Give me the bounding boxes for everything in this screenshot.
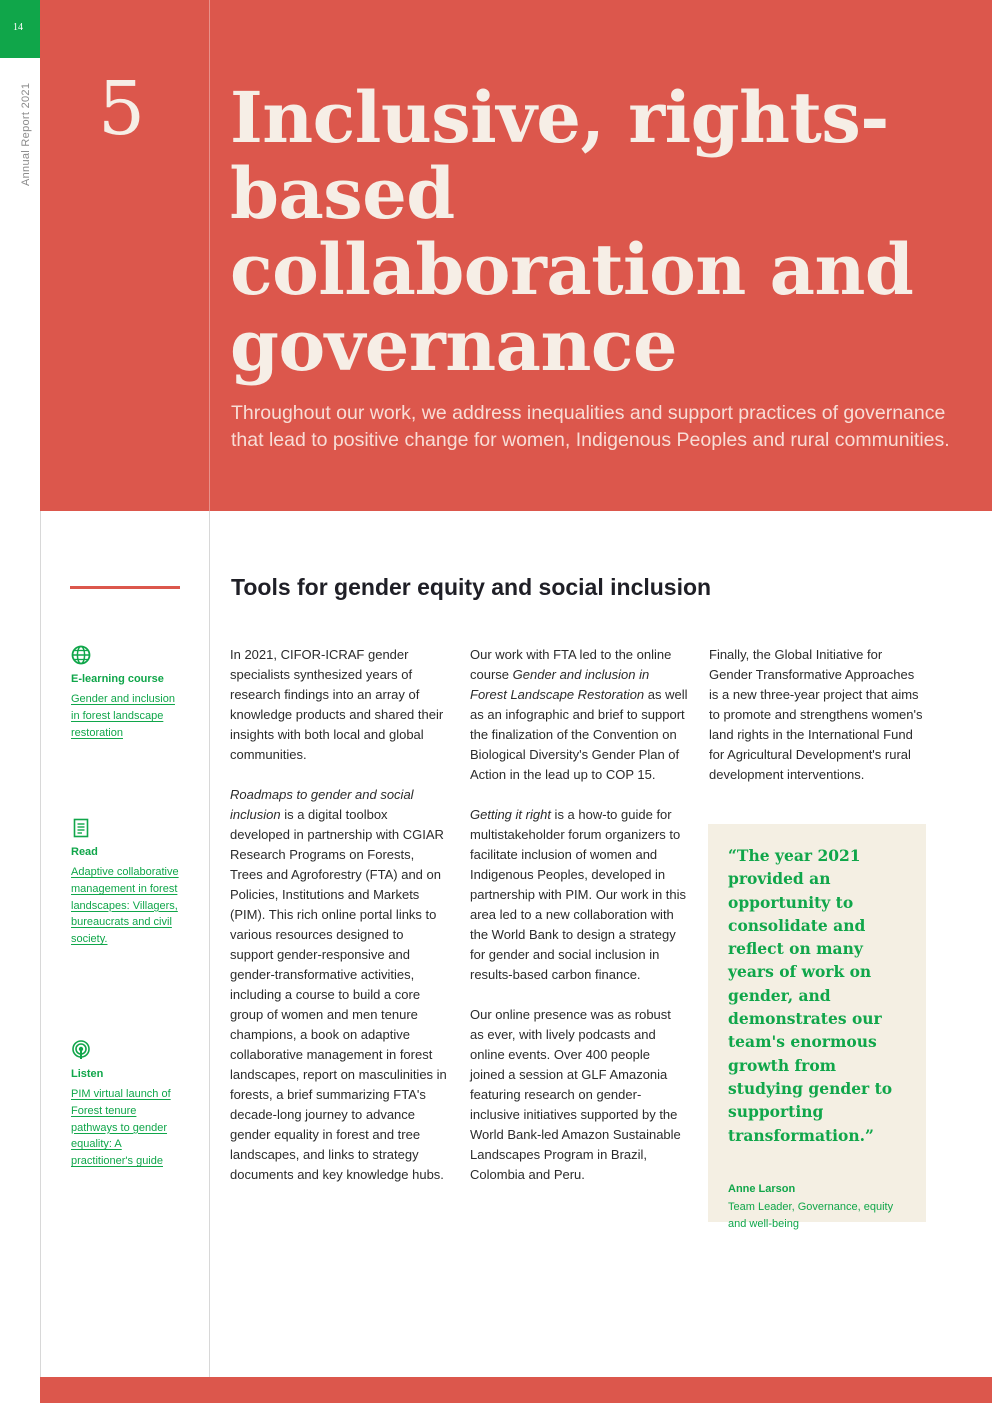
resource-listen	[71, 1040, 183, 1170]
publication-title: Gender and inclusion in Forest Landscape Restoration	[470, 667, 650, 702]
resource-type: Listen	[71, 1068, 104, 1080]
quote-text: “The year 2021 provided an opportunity to consolidate and reflect on many years of work on gender, and demonstrates our team's enormous growth from studying gender to supporting transformation.”	[728, 846, 893, 1145]
globe-icon	[71, 645, 91, 665]
paragraph: Our online presence was as robust as ever, with lively podcasts and online events. Over 400 people joined a session at GLF Amazonia featuring research on gender-inclusive initiatives supported by the World Bank-led Amazon Sustainable Landscapes Program in Brazil, Colombia and Peru.	[470, 1007, 681, 1182]
paragraph	[230, 785, 448, 1185]
resource-type: Read	[71, 846, 98, 858]
paragraph: In 2021, CIFOR-ICRAF gender specialists synthesized years of research findings into an array of knowledge products and shared their insights with both local and global communities.	[230, 647, 444, 762]
paragraph	[470, 805, 688, 985]
resource-read	[71, 818, 183, 948]
page-number: 14	[13, 22, 23, 33]
paragraph: Finally, the Global Initiative for Gender Transformative Approaches is a new three-year project that aims to promote and strengthens women's land rights in the International Fund for Agricultural Development's rural development interventions.	[709, 647, 923, 782]
accent-rule	[70, 586, 180, 589]
quote-author: Anne Larson	[728, 1182, 796, 1195]
quote-role: Team Leader, Governance, equity and well-being	[728, 1200, 894, 1230]
footer-bar	[40, 1377, 992, 1403]
body-column-1	[230, 645, 448, 1205]
resource-link[interactable]: Adaptive collaborative management in forest landscapes: Villagers, bureaucrats and civil society.	[71, 866, 179, 946]
chapter-number: 5	[98, 66, 146, 152]
paragraph-text: Our work with FTA led to the online course	[470, 647, 672, 682]
sidebar-divider	[209, 511, 210, 1377]
paragraph-text: is a digital toolbox developed in partnership with CGIAR Research Programs on Forests, Trees and Agroforestry (FTA) and on Policies, Institutions and Markets (PIM). This rich online portal links to various resources designed to support gender-responsive and gender-transformative activities, including a course to build a core group of women and men tenure champions, a book on adaptive collaborative management in forest landscapes, report on masculinities in forests, a brief summarizing FTA's decade-long journey to advance gender equality in forest and tree landscapes, and links to strategy documents and key knowledge hubs.	[230, 807, 447, 1182]
chapter-title: Inclusive, rights-based collaboration and governance	[230, 76, 914, 387]
resource-link[interactable]: Gender and inclusion in forest landscape restoration	[71, 693, 175, 739]
section-heading: Tools for gender equity and social inclusion	[231, 574, 712, 600]
paragraph	[470, 645, 688, 785]
publication-title: Roadmaps to gender and social inclusion	[230, 787, 414, 822]
publication-title: Getting it right	[470, 807, 551, 822]
body-column-2	[470, 645, 688, 1205]
hero-divider	[209, 0, 210, 511]
page-number-tab	[0, 0, 40, 58]
paragraph-text: as well as an infographic and brief to support the finalization of the Convention on Biological Diversity's Gender Plan of Action in the lead up to COP 15.	[470, 687, 688, 782]
podcast-icon	[71, 1040, 91, 1060]
resource-elearning	[71, 645, 183, 741]
chapter-subtitle: Throughout our work, we address inequalities and support practices of governance that lead to positive change for women, Indigenous Peoples and rural communities.	[231, 402, 950, 451]
document-icon	[71, 818, 91, 838]
paragraph-text: is a how-to guide for multistakeholder forum organizers to facilitate inclusion of women and Indigenous Peoples, developed in partnership with PIM. Our work in this area led to a new collaboration with the World Bank to design a strategy for gender and social inclusion in results-based carbon finance.	[470, 807, 687, 982]
resource-link[interactable]: PIM virtual launch of Forest tenure pathways to gender equality: A practitioner's guide	[71, 1088, 171, 1168]
running-header: Annual Report 2021	[20, 82, 32, 186]
pull-quote	[708, 824, 926, 1230]
body-column-3	[709, 645, 927, 805]
page-left-rule	[40, 511, 41, 1377]
resource-type: E-learning course	[71, 673, 164, 685]
